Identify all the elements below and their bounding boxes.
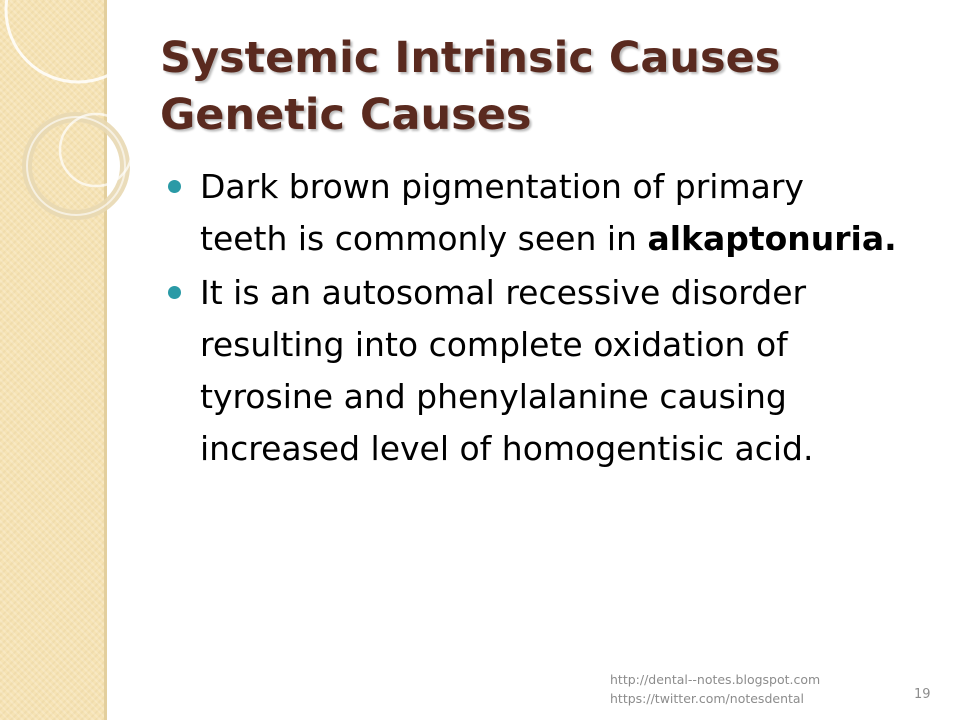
decorative-circle-large [6, 0, 150, 82]
title-line-2: Genetic Causes [160, 90, 532, 140]
decorative-circles [0, 0, 130, 240]
bullet-text-segment: teeth is commonly seen in [200, 219, 648, 258]
bullet-item-alkaptonuria [162, 161, 942, 265]
footer-links [610, 670, 820, 708]
bullet-marker-icon [168, 286, 181, 299]
twitter-url-text: https://twitter.com/notesdental [610, 691, 805, 706]
bullet-text-line: resulting into complete oxidation of [200, 325, 788, 364]
bullet-list [162, 161, 942, 477]
bullet-text-line: increased level of homogentisic acid. [200, 429, 814, 468]
bullet-text-line: tyrosine and phenylalanine causing [200, 377, 787, 416]
bullet-marker-icon [168, 180, 181, 193]
bold-term: alkaptonuria. [647, 219, 897, 258]
blog-url-text: http://dental--notes.blogspot.com [610, 672, 821, 687]
decorative-ring-highlight [27, 117, 125, 215]
title-line-1: Systemic Intrinsic Causes [160, 33, 781, 83]
page-number: 19 [914, 687, 931, 702]
bullet-item-autosomal [162, 267, 942, 475]
bullet-text-line [200, 213, 942, 265]
bullet-text-line: It is an autosomal recessive disorder [200, 273, 807, 312]
bullet-text-line: Dark brown pigmentation of primary [200, 167, 804, 206]
slide-title [160, 30, 920, 144]
